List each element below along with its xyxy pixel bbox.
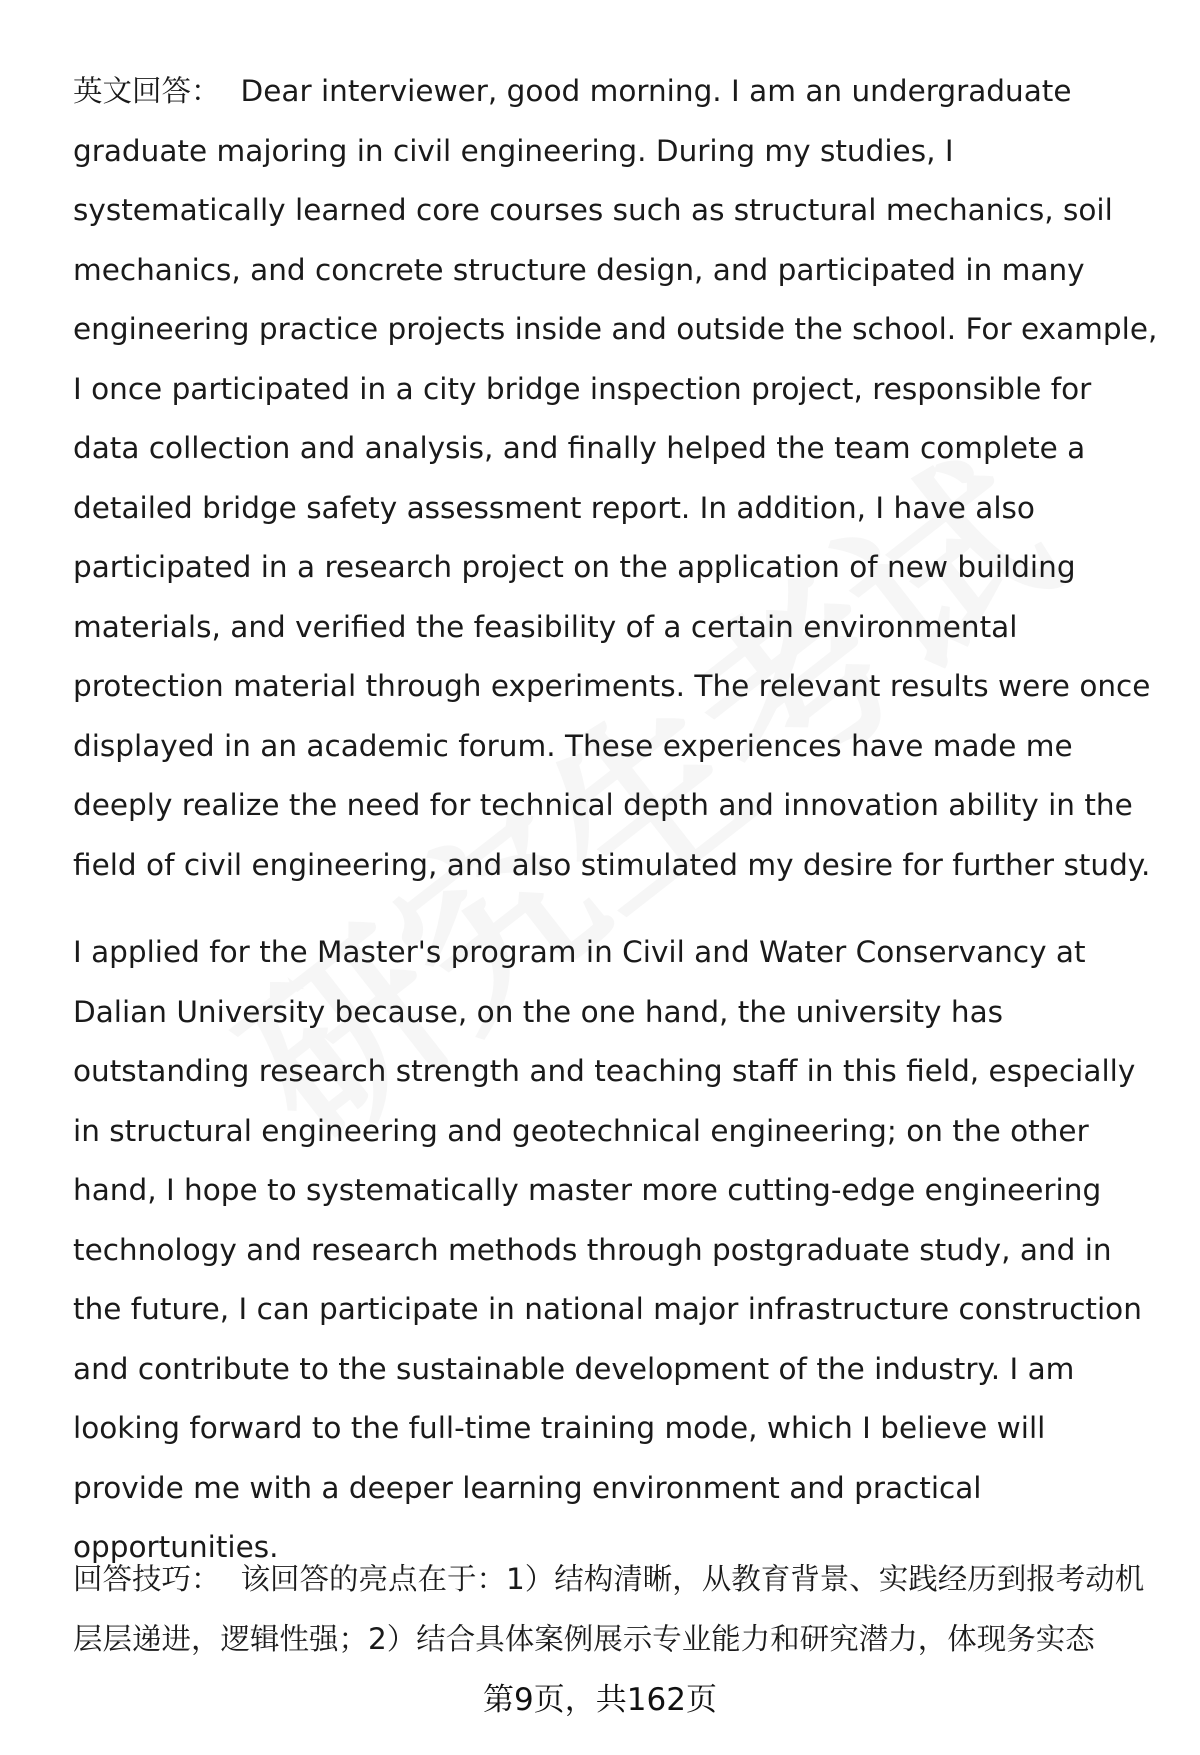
- answer-label: 英文回答：: [73, 74, 221, 108]
- tips-text: 该回答的亮点在于：1）结构清晰，从教育背景、实践经历到报考动机层层递进，逻辑性强；2）结合具体案例展示专业能力和研究潜力，体现务实态: [73, 1562, 1145, 1656]
- tips-paragraph: [73, 1550, 1158, 1669]
- answer-paragraph-1: [73, 62, 1158, 895]
- answer-section: [73, 62, 1158, 1578]
- tips-label: 回答技巧：: [73, 1562, 221, 1596]
- tips-section: [73, 1550, 1158, 1669]
- answer-paragraph-2: I applied for the Master's program in Civil and Water Conservancy at Dalian University because, on the one hand, the university has outstanding research strength and teaching staff in this field, especially in structural engineering and geotechnical engineering; on the other hand, I hope to systematically master more cutting-edge engineering technology and research methods through postgraduate study, and in the future, I can participate in national major infrastructure construction and contribute to the sustainable development of the industry. I am looking forward to the full-time training mode, which I believe will provide me with a deeper learning environment and practical opportunities.: [73, 935, 1142, 1564]
- answer-paragraph-1-text: Dear interviewer, good morning. I am an undergraduate graduate majoring in civil engineering. During my studies, I systematically learned core courses such as structural mechanics, soil mechanics, and concrete structure design, and participated in many engineering practice projects inside and outside the school. For example, I once participated in a city bridge inspection project, responsible for data collection and analysis, and finally helped the team complete a detailed bridge safety assessment report. In addition, I have also participated in a research project on the application of new building materials, and verified the feasibility of a certain environmental protection material through experiments. The relevant results were once displayed in an academic forum. These experiences have made me deeply realize the need for technical depth and innovation ability in the field of civil engineering, and also stimulated my desire for further study.: [73, 74, 1158, 882]
- page-number-footer: 第9页，共162页: [483, 1682, 717, 1718]
